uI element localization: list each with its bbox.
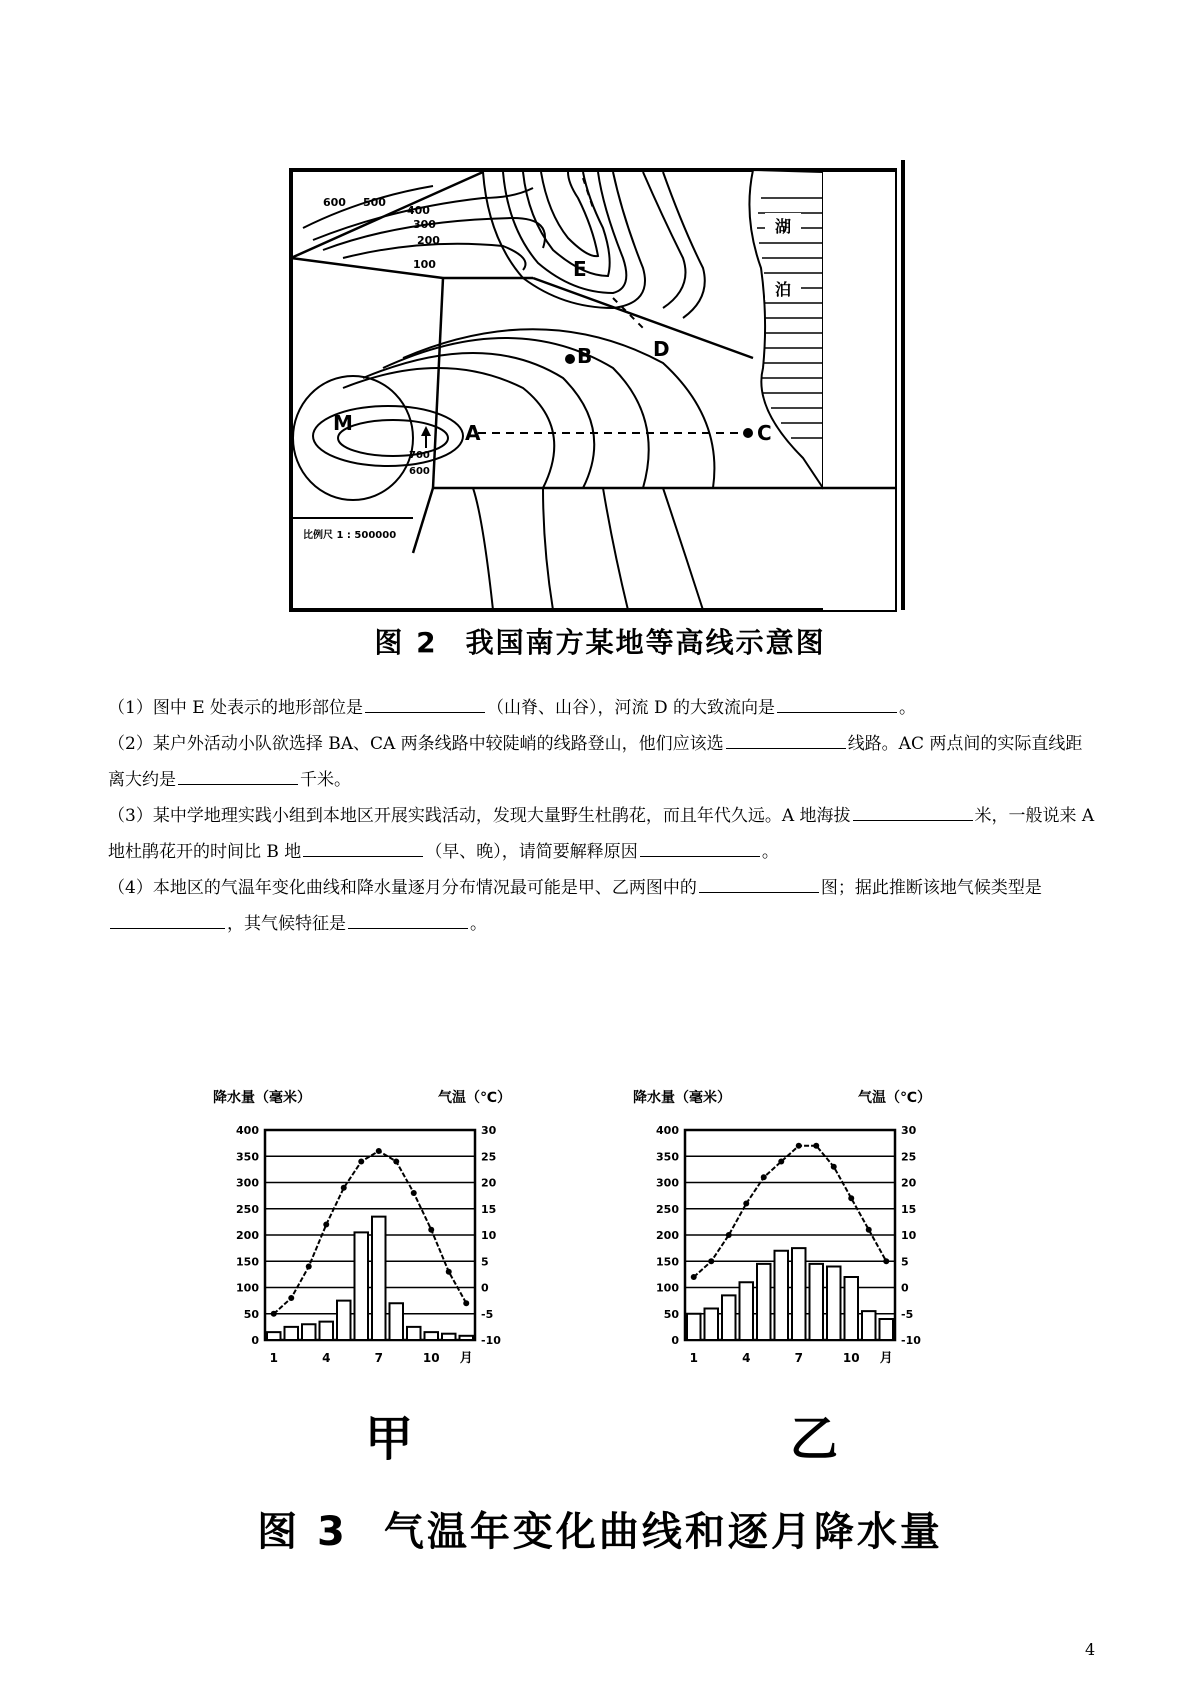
page-number: 4 [1085,1640,1096,1659]
precip-bar [740,1282,754,1340]
precip-tick-label: 400 [236,1124,259,1137]
question-1: （1）图中 E 处表示的地形部位是 （山脊、山谷），河流 D 的大致流向是 。 [108,690,1098,726]
precip-tick-label: 0 [251,1334,259,1347]
temp-tick-label: 10 [481,1229,497,1242]
precip-tick-label: 300 [656,1176,679,1190]
temperature-point [883,1258,889,1264]
temp-tick-label: -10 [901,1334,921,1347]
precip-bar [337,1301,351,1340]
point-label-E: E [573,257,587,281]
precip-bar [775,1251,789,1340]
precip-tick-label: 350 [236,1150,259,1164]
climate-chart-jia-svg [213,1082,558,1382]
precip-tick-label: 150 [236,1255,259,1269]
precip-tick-label: 300 [236,1176,259,1190]
point-label-M: M [333,411,353,435]
precip-bar [705,1309,719,1341]
temp-tick-label: 0 [481,1281,489,1295]
answer-blank [853,798,973,821]
figure3-caption-text: 气温年变化曲线和逐月降水量 [383,1509,943,1555]
precip-tick-label: 250 [656,1202,679,1216]
temp-tick-label: 20 [481,1176,497,1190]
temperature-point [866,1227,872,1233]
contour-label-300: 300 [413,218,436,231]
figure3-caption-num: 图 3 [257,1509,348,1555]
contour-label-400: 400 [407,204,430,217]
temperature-point [726,1232,732,1238]
month-tick-label: 1 [269,1351,278,1365]
precip-bar [880,1319,894,1340]
temperature-point [813,1143,819,1149]
chart-label-yi: 乙 [790,1411,839,1467]
month-unit-label: 月 [879,1351,893,1366]
precip-tick-label: 150 [656,1255,679,1269]
precip-bar [372,1217,386,1340]
temperature-point [848,1195,854,1201]
temp-tick-label: 25 [481,1150,497,1164]
answer-blank [777,690,897,713]
temperature-point [691,1274,697,1280]
temperature-point [428,1227,434,1233]
questions [108,690,1098,942]
precip-bar [407,1327,421,1340]
temp-tick-label: -5 [481,1307,494,1321]
answer-blank [365,690,485,713]
temp-tick-label: 15 [901,1202,917,1216]
temperature-point [743,1201,749,1207]
temperature-point [708,1258,714,1264]
scale-text: 比例尺 1 : 500000 [303,530,397,541]
precip-tick-label: 200 [236,1229,259,1242]
lake-label-1: 湖 [774,217,792,236]
temp-tick-label: -10 [481,1334,501,1347]
precip-tick-label: 250 [236,1202,259,1216]
precip-bar [722,1295,736,1340]
precip-bar [285,1327,299,1340]
climate-chart-yi-svg [633,1082,978,1382]
precip-bar [862,1311,876,1340]
precip-bar [757,1264,771,1340]
right-axis-title: 气温（℃） [858,1090,931,1106]
precip-tick-label: 50 [663,1307,679,1321]
month-tick-label: 7 [794,1351,803,1365]
temperature-point [446,1269,452,1275]
precip-tick-label: 200 [656,1229,679,1242]
question-2: （2）某户外活动小队欲选择 BA、CA 两条线路中较陡峭的线路登山，他们应该选 线路。AC 两点间的实际直线距离大约是 千米。 [108,726,1098,798]
climate-chart-yi [633,1082,978,1382]
temperature-point [288,1295,294,1301]
temperature-point [463,1300,469,1306]
point-label-C: C [757,421,772,445]
temp-tick-label: 25 [901,1150,917,1164]
month-tick-label: 4 [322,1351,331,1365]
month-tick-label: 10 [422,1351,440,1365]
month-tick-label: 1 [689,1351,698,1365]
temp-tick-label: 20 [901,1176,917,1190]
contour-label-200: 200 [417,234,440,247]
temperature-point [831,1164,837,1170]
temperature-point [358,1159,364,1165]
left-axis-title: 降水量（毫米） [633,1090,731,1106]
precip-tick-label: 100 [656,1281,679,1295]
temperature-point [411,1190,417,1196]
temperature-point [271,1311,277,1317]
point-label-B: B [577,344,593,368]
answer-blank [348,906,468,929]
precip-bar [827,1267,841,1341]
precip-bar [320,1322,334,1340]
precip-tick-label: 0 [671,1334,679,1347]
temperature-point [761,1174,767,1180]
precip-bar [460,1336,474,1340]
climate-chart-jia [213,1082,558,1382]
contour-label-100: 100 [413,258,436,271]
temp-tick-label: 30 [481,1124,497,1137]
temp-tick-label: -5 [901,1307,914,1321]
question-3: （3）某中学地理实践小组到本地区开展实践活动，发现大量野生杜鹃花，而且年代久远。A 地海拔 米，一般说来 A 地杜鹃花开的时间比 B 地 （早、晚），请简要解释原因 。 [108,798,1098,870]
answer-blank [726,726,846,749]
precip-bar [425,1332,439,1340]
contour-label-600b: 600 [409,466,430,477]
month-tick-label: 7 [374,1351,383,1365]
temp-tick-label: 0 [901,1281,909,1295]
contour-label-500: 500 [363,196,386,209]
temperature-point [376,1148,382,1154]
precip-bar [302,1324,316,1340]
precip-bar [845,1277,859,1340]
contour-label-700: 700 [409,450,430,461]
temperature-point [341,1185,347,1191]
precip-bar [442,1334,456,1340]
question-4: （4）本地区的气温年变化曲线和降水量逐月分布情况最可能是甲、乙两图中的 图；据此推断该地气候类型是，其气候特征是 。 [108,870,1098,942]
answer-blank [303,834,423,857]
figure3-caption [0,1500,1200,1557]
answer-blank [640,834,760,857]
temperature-point [778,1159,784,1165]
left-axis-title: 降水量（毫米） [213,1090,311,1106]
contour-label-600: 600 [323,196,346,209]
precip-tick-label: 50 [243,1307,259,1321]
precip-bar [687,1314,701,1340]
temp-tick-label: 15 [481,1202,497,1216]
temp-tick-label: 10 [901,1229,917,1242]
answer-blank [178,762,298,785]
precip-bar [390,1303,404,1340]
temperature-point [393,1159,399,1165]
month-tick-label: 10 [842,1351,860,1365]
precip-tick-label: 400 [656,1124,679,1137]
figure2-caption [0,621,1200,661]
temp-tick-label: 30 [901,1124,917,1137]
month-tick-label: 4 [742,1351,751,1365]
temperature-point [306,1264,312,1270]
answer-blank [110,906,225,929]
temp-tick-label: 5 [901,1255,909,1269]
precip-bar [810,1264,824,1340]
chart-label-jia: 甲 [365,1411,414,1467]
precip-tick-label: 100 [236,1281,259,1295]
right-axis-title: 气温（℃） [438,1090,511,1106]
point-label-D: D [653,337,670,361]
month-unit-label: 月 [459,1351,473,1366]
temperature-point [323,1222,329,1228]
figure2-caption-num: 图 2 [374,626,438,659]
precip-bar [355,1232,369,1340]
precip-tick-label: 350 [656,1150,679,1164]
lake-label-2: 泊 [774,280,792,299]
precip-bar [267,1332,281,1340]
contour-map [283,158,905,618]
temp-tick-label: 5 [481,1255,489,1269]
precip-bar [792,1248,806,1340]
point-label-A: A [465,421,481,445]
figure2-caption-text: 我国南方某地等高线示意图 [465,626,826,659]
answer-blank [699,870,819,893]
temperature-point [796,1143,802,1149]
